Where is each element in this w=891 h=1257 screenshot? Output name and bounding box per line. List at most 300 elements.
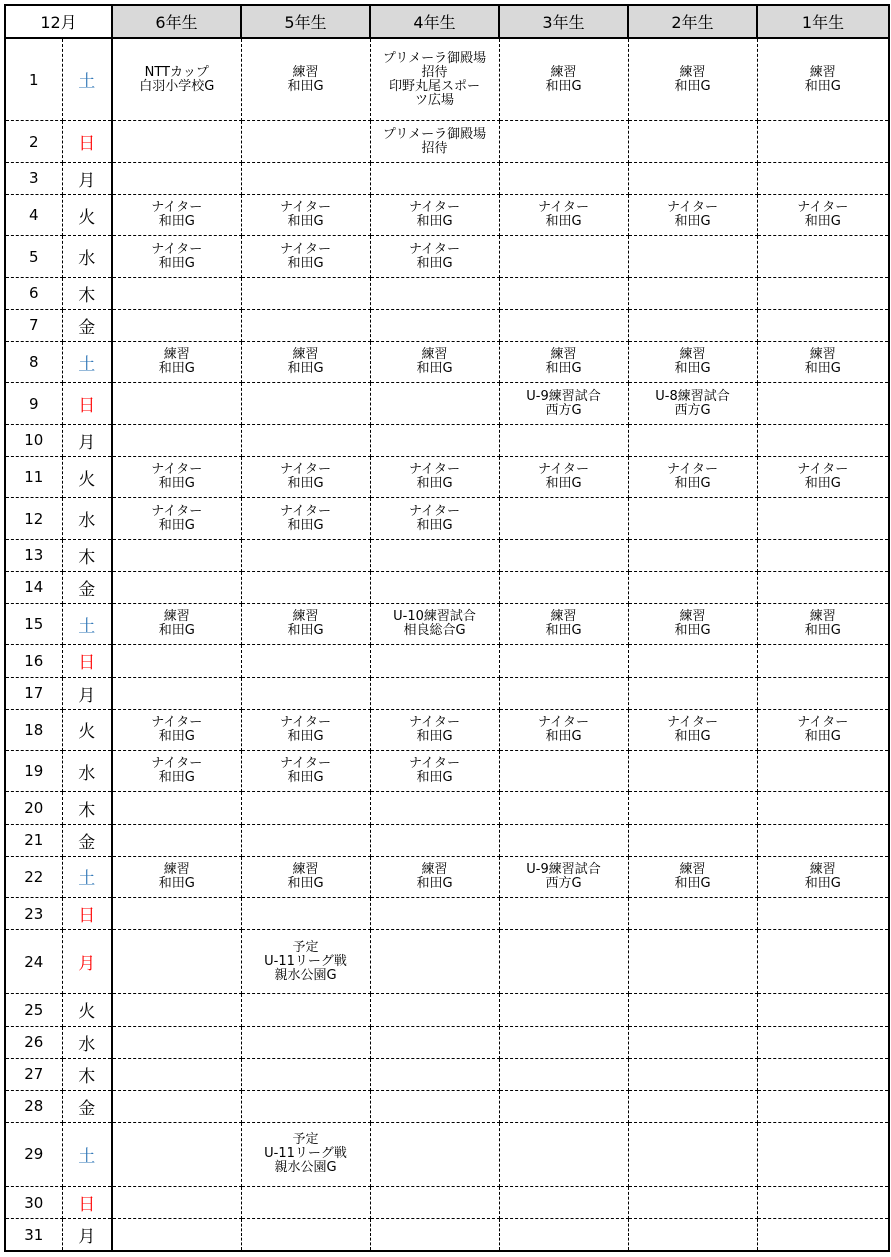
schedule-entry: 練習 和田G bbox=[287, 861, 324, 891]
day-row bbox=[5, 645, 889, 677]
schedule-entry: 練習 和田G bbox=[287, 347, 324, 377]
day-row bbox=[5, 236, 889, 277]
day-number: 13 bbox=[5, 539, 62, 571]
schedule-cell bbox=[499, 456, 628, 497]
schedule-entry: ナイター 和田G bbox=[279, 503, 332, 533]
schedule-cell bbox=[241, 751, 370, 792]
schedule-cell bbox=[112, 1187, 241, 1219]
schedule-cell bbox=[112, 236, 241, 277]
weekday: 日 bbox=[62, 898, 112, 930]
schedule-cell bbox=[112, 898, 241, 930]
schedule-cell bbox=[370, 898, 499, 930]
weekday: 火 bbox=[62, 194, 112, 235]
schedule-cell bbox=[112, 1026, 241, 1058]
table-body bbox=[5, 38, 889, 1251]
day-row bbox=[5, 1122, 889, 1186]
day-number: 10 bbox=[5, 424, 62, 456]
day-row bbox=[5, 1090, 889, 1122]
schedule-entry: 練習 和田G bbox=[804, 64, 841, 94]
schedule-cell bbox=[499, 709, 628, 750]
schedule-cell bbox=[757, 751, 889, 792]
schedule-entry: 練習 和田G bbox=[158, 347, 195, 377]
weekday: 月 bbox=[62, 677, 112, 709]
schedule-cell bbox=[628, 1122, 757, 1186]
day-number: 28 bbox=[5, 1090, 62, 1122]
schedule-cell bbox=[499, 38, 628, 121]
schedule-cell bbox=[499, 162, 628, 194]
schedule-cell bbox=[241, 1026, 370, 1058]
day-row bbox=[5, 383, 889, 424]
weekday: 金 bbox=[62, 1090, 112, 1122]
schedule-cell bbox=[499, 1090, 628, 1122]
schedule-cell bbox=[370, 677, 499, 709]
weekday: 火 bbox=[62, 709, 112, 750]
schedule-cell bbox=[628, 424, 757, 456]
schedule-cell bbox=[757, 194, 889, 235]
schedule-cell bbox=[112, 751, 241, 792]
schedule-entry: ナイター 和田G bbox=[408, 200, 461, 230]
schedule-entry: プリメーラ御殿場 招待 印野丸尾スポー ツ広場 bbox=[382, 50, 487, 108]
day-row bbox=[5, 277, 889, 309]
schedule-cell bbox=[112, 824, 241, 856]
day-number: 14 bbox=[5, 571, 62, 603]
schedule-cell bbox=[241, 1122, 370, 1186]
schedule-cell bbox=[370, 571, 499, 603]
weekday: 木 bbox=[62, 792, 112, 824]
schedule-cell bbox=[241, 539, 370, 571]
day-number: 18 bbox=[5, 709, 62, 750]
schedule-cell bbox=[112, 645, 241, 677]
schedule-cell bbox=[241, 424, 370, 456]
schedule-cell bbox=[112, 1090, 241, 1122]
schedule-cell bbox=[370, 792, 499, 824]
schedule-cell bbox=[499, 309, 628, 341]
schedule-entry: ナイター 和田G bbox=[279, 756, 332, 786]
day-row bbox=[5, 1058, 889, 1090]
schedule-entry: ナイター 和田G bbox=[537, 462, 590, 492]
day-row bbox=[5, 38, 889, 121]
day-row bbox=[5, 194, 889, 235]
schedule-cell bbox=[628, 677, 757, 709]
schedule-cell bbox=[757, 709, 889, 750]
day-number: 11 bbox=[5, 456, 62, 497]
schedule-entry: ナイター 和田G bbox=[408, 714, 461, 744]
day-number: 21 bbox=[5, 824, 62, 856]
schedule-cell bbox=[628, 792, 757, 824]
schedule-cell bbox=[112, 1122, 241, 1186]
schedule-entry: ナイター 和田G bbox=[666, 714, 719, 744]
day-number: 7 bbox=[5, 309, 62, 341]
day-number: 6 bbox=[5, 277, 62, 309]
schedule-cell bbox=[370, 1026, 499, 1058]
schedule-entry: ナイター 和田G bbox=[151, 756, 203, 786]
schedule-entry: 練習 和田G bbox=[804, 347, 841, 377]
schedule-cell bbox=[628, 709, 757, 750]
day-row bbox=[5, 824, 889, 856]
schedule-cell bbox=[241, 341, 370, 382]
schedule-cell bbox=[370, 456, 499, 497]
day-number: 30 bbox=[5, 1187, 62, 1219]
schedule-cell bbox=[628, 751, 757, 792]
schedule-entry: ナイター 和田G bbox=[151, 200, 203, 230]
schedule-cell bbox=[499, 856, 628, 897]
schedule-cell bbox=[112, 856, 241, 897]
schedule-cell bbox=[241, 603, 370, 644]
schedule-entry: ナイター 和田G bbox=[797, 200, 849, 230]
day-number: 24 bbox=[5, 930, 62, 994]
day-row bbox=[5, 898, 889, 930]
day-row bbox=[5, 539, 889, 571]
weekday: 金 bbox=[62, 309, 112, 341]
schedule-cell bbox=[628, 1026, 757, 1058]
schedule-cell bbox=[370, 194, 499, 235]
schedule-cell bbox=[628, 856, 757, 897]
schedule-cell bbox=[112, 162, 241, 194]
schedule-cell bbox=[757, 824, 889, 856]
schedule-cell bbox=[499, 645, 628, 677]
schedule-cell bbox=[370, 709, 499, 750]
weekday: 月 bbox=[62, 1219, 112, 1251]
weekday: 水 bbox=[62, 236, 112, 277]
schedule-cell bbox=[370, 236, 499, 277]
schedule-cell bbox=[628, 383, 757, 424]
schedule-cell bbox=[628, 571, 757, 603]
schedule-cell bbox=[757, 603, 889, 644]
schedule-cell bbox=[370, 751, 499, 792]
schedule-cell bbox=[628, 930, 757, 994]
schedule-cell bbox=[499, 930, 628, 994]
schedule-cell bbox=[499, 1122, 628, 1186]
day-number: 3 bbox=[5, 162, 62, 194]
schedule-cell bbox=[112, 930, 241, 994]
schedule-cell bbox=[370, 383, 499, 424]
schedule-cell bbox=[241, 1219, 370, 1251]
day-number: 8 bbox=[5, 341, 62, 382]
schedule-cell bbox=[757, 1122, 889, 1186]
schedule-entry: プリメーラ御殿場 招待 bbox=[382, 126, 487, 156]
schedule-cell bbox=[628, 539, 757, 571]
schedule-cell bbox=[370, 424, 499, 456]
schedule-entry: ナイター 和田G bbox=[797, 462, 849, 492]
schedule-table bbox=[4, 4, 890, 1252]
schedule-cell bbox=[241, 930, 370, 994]
schedule-cell bbox=[628, 456, 757, 497]
schedule-cell bbox=[370, 341, 499, 382]
schedule-cell bbox=[241, 571, 370, 603]
schedule-cell bbox=[370, 1058, 499, 1090]
schedule-cell bbox=[241, 1090, 370, 1122]
schedule-cell bbox=[241, 194, 370, 235]
schedule-cell bbox=[499, 194, 628, 235]
schedule-cell bbox=[499, 677, 628, 709]
weekday: 水 bbox=[62, 751, 112, 792]
schedule-cell bbox=[112, 277, 241, 309]
schedule-cell bbox=[628, 236, 757, 277]
schedule-cell bbox=[499, 539, 628, 571]
day-row bbox=[5, 309, 889, 341]
weekday: 月 bbox=[62, 162, 112, 194]
weekday: 水 bbox=[62, 1026, 112, 1058]
day-number: 1 bbox=[5, 38, 62, 121]
schedule-cell bbox=[370, 498, 499, 539]
schedule-cell bbox=[241, 162, 370, 194]
schedule-entry: ナイター 和田G bbox=[408, 503, 461, 533]
schedule-cell bbox=[628, 162, 757, 194]
schedule-entry: 練習 和田G bbox=[674, 64, 711, 94]
month-header: 12月 bbox=[5, 5, 112, 38]
schedule-cell bbox=[370, 162, 499, 194]
day-number: 16 bbox=[5, 645, 62, 677]
day-number: 17 bbox=[5, 677, 62, 709]
schedule-cell bbox=[499, 498, 628, 539]
schedule-entry: U-9練習試合 西方G bbox=[526, 388, 601, 418]
day-row bbox=[5, 571, 889, 603]
schedule-cell bbox=[112, 121, 241, 162]
schedule-entry: 練習 和田G bbox=[545, 347, 582, 377]
schedule-cell bbox=[370, 277, 499, 309]
day-number: 15 bbox=[5, 603, 62, 644]
schedule-entry: 練習 和田G bbox=[674, 861, 711, 891]
schedule-cell bbox=[241, 236, 370, 277]
weekday: 日 bbox=[62, 383, 112, 424]
weekday: 月 bbox=[62, 930, 112, 994]
schedule-cell bbox=[499, 792, 628, 824]
schedule-cell bbox=[370, 309, 499, 341]
schedule-cell bbox=[112, 383, 241, 424]
day-number: 19 bbox=[5, 751, 62, 792]
schedule-cell bbox=[112, 194, 241, 235]
day-row bbox=[5, 1187, 889, 1219]
weekday: 金 bbox=[62, 824, 112, 856]
schedule-cell bbox=[370, 1219, 499, 1251]
schedule-cell bbox=[628, 1090, 757, 1122]
schedule-cell bbox=[628, 994, 757, 1026]
weekday: 土 bbox=[62, 1122, 112, 1186]
schedule-cell bbox=[112, 309, 241, 341]
schedule-cell bbox=[757, 898, 889, 930]
schedule-cell bbox=[241, 309, 370, 341]
day-row bbox=[5, 709, 889, 750]
schedule-cell bbox=[112, 603, 241, 644]
schedule-cell bbox=[499, 1187, 628, 1219]
schedule-cell bbox=[628, 309, 757, 341]
schedule-cell bbox=[112, 341, 241, 382]
day-number: 5 bbox=[5, 236, 62, 277]
day-number: 22 bbox=[5, 856, 62, 897]
schedule-cell bbox=[241, 1058, 370, 1090]
schedule-entry: 練習 和田G bbox=[804, 861, 841, 891]
schedule-cell bbox=[757, 341, 889, 382]
schedule-entry: ナイター 和田G bbox=[408, 241, 461, 271]
schedule-cell bbox=[757, 1058, 889, 1090]
day-number: 23 bbox=[5, 898, 62, 930]
schedule-cell bbox=[241, 383, 370, 424]
schedule-cell bbox=[628, 645, 757, 677]
schedule-cell bbox=[112, 792, 241, 824]
schedule-entry: 予定 U-11リーグ戦 親水公園G bbox=[264, 939, 347, 983]
schedule-cell bbox=[628, 603, 757, 644]
schedule-cell bbox=[757, 1026, 889, 1058]
schedule-entry: U-10練習試合 相良総合G bbox=[393, 609, 476, 639]
weekday: 日 bbox=[62, 645, 112, 677]
schedule-cell bbox=[499, 1026, 628, 1058]
grade-header-4: 4年生 bbox=[370, 5, 499, 38]
schedule-cell bbox=[241, 898, 370, 930]
weekday: 土 bbox=[62, 856, 112, 897]
day-number: 12 bbox=[5, 498, 62, 539]
schedule-entry: ナイター 和田G bbox=[408, 756, 461, 786]
schedule-entry: ナイター 和田G bbox=[279, 714, 332, 744]
day-row bbox=[5, 498, 889, 539]
schedule-cell bbox=[628, 498, 757, 539]
schedule-cell bbox=[757, 277, 889, 309]
schedule-entry: ナイター 和田G bbox=[537, 714, 590, 744]
schedule-entry: ナイター 和田G bbox=[666, 462, 719, 492]
schedule-entry: ナイター 和田G bbox=[408, 462, 461, 492]
day-row bbox=[5, 751, 889, 792]
grade-header-5: 5年生 bbox=[241, 5, 370, 38]
schedule-cell bbox=[757, 424, 889, 456]
grade-header-6: 6年生 bbox=[112, 5, 241, 38]
schedule-cell bbox=[241, 709, 370, 750]
schedule-entry: NTTカップ 白羽小学校G bbox=[139, 64, 215, 94]
weekday: 日 bbox=[62, 121, 112, 162]
schedule-entry: 練習 和田G bbox=[416, 861, 453, 891]
schedule-cell bbox=[241, 498, 370, 539]
schedule-cell bbox=[757, 121, 889, 162]
schedule-cell bbox=[499, 236, 628, 277]
schedule-entry: ナイター 和田G bbox=[151, 241, 203, 271]
schedule-cell bbox=[112, 498, 241, 539]
schedule-entry: 練習 和田G bbox=[545, 609, 582, 639]
schedule-cell bbox=[757, 571, 889, 603]
schedule-cell bbox=[628, 38, 757, 121]
schedule-cell bbox=[370, 1122, 499, 1186]
schedule-cell bbox=[628, 1058, 757, 1090]
schedule-entry: ナイター 和田G bbox=[279, 462, 332, 492]
schedule-cell bbox=[757, 930, 889, 994]
schedule-entry: 練習 和田G bbox=[158, 609, 195, 639]
weekday: 月 bbox=[62, 424, 112, 456]
schedule-cell bbox=[757, 645, 889, 677]
schedule-cell bbox=[499, 994, 628, 1026]
schedule-entry: 予定 U-11リーグ戦 親水公園G bbox=[264, 1132, 347, 1176]
schedule-entry: ナイター 和田G bbox=[151, 714, 203, 744]
schedule-cell bbox=[241, 38, 370, 121]
schedule-cell bbox=[370, 38, 499, 121]
day-number: 27 bbox=[5, 1058, 62, 1090]
day-row bbox=[5, 341, 889, 382]
schedule-cell bbox=[628, 1187, 757, 1219]
schedule-cell bbox=[241, 856, 370, 897]
schedule-entry: U-8練習試合 西方G bbox=[655, 388, 730, 418]
day-number: 29 bbox=[5, 1122, 62, 1186]
schedule-cell bbox=[757, 792, 889, 824]
schedule-cell bbox=[757, 677, 889, 709]
schedule-cell bbox=[112, 456, 241, 497]
weekday: 金 bbox=[62, 571, 112, 603]
day-row bbox=[5, 792, 889, 824]
schedule-cell bbox=[241, 456, 370, 497]
schedule-cell bbox=[628, 194, 757, 235]
schedule-cell bbox=[370, 121, 499, 162]
day-number: 2 bbox=[5, 121, 62, 162]
day-row bbox=[5, 162, 889, 194]
schedule-cell bbox=[370, 603, 499, 644]
schedule-cell bbox=[370, 539, 499, 571]
day-number: 31 bbox=[5, 1219, 62, 1251]
schedule-cell bbox=[757, 1187, 889, 1219]
weekday: 日 bbox=[62, 1187, 112, 1219]
schedule-cell bbox=[370, 824, 499, 856]
day-row bbox=[5, 856, 889, 897]
schedule-cell bbox=[628, 898, 757, 930]
schedule-cell bbox=[112, 571, 241, 603]
schedule-cell bbox=[112, 539, 241, 571]
schedule-cell bbox=[757, 456, 889, 497]
schedule-entry: ナイター 和田G bbox=[279, 241, 332, 271]
schedule-cell bbox=[370, 994, 499, 1026]
schedule-cell bbox=[241, 792, 370, 824]
day-row bbox=[5, 424, 889, 456]
schedule-cell bbox=[112, 994, 241, 1026]
schedule-cell bbox=[370, 645, 499, 677]
schedule-cell bbox=[628, 121, 757, 162]
weekday: 土 bbox=[62, 341, 112, 382]
schedule-cell bbox=[499, 824, 628, 856]
weekday: 木 bbox=[62, 277, 112, 309]
schedule-entry: ナイター 和田G bbox=[151, 503, 203, 533]
schedule-cell bbox=[241, 121, 370, 162]
schedule-cell bbox=[499, 603, 628, 644]
schedule-cell bbox=[499, 121, 628, 162]
schedule-cell bbox=[499, 383, 628, 424]
schedule-cell bbox=[499, 424, 628, 456]
weekday: 土 bbox=[62, 603, 112, 644]
weekday: 土 bbox=[62, 38, 112, 121]
day-number: 20 bbox=[5, 792, 62, 824]
grade-header-1: 1年生 bbox=[757, 5, 889, 38]
schedule-entry: ナイター 和田G bbox=[797, 714, 849, 744]
day-row bbox=[5, 677, 889, 709]
grade-header-2: 2年生 bbox=[628, 5, 757, 38]
schedule-entry: U-9練習試合 西方G bbox=[526, 861, 601, 891]
schedule-entry: 練習 和田G bbox=[287, 64, 324, 94]
day-number: 4 bbox=[5, 194, 62, 235]
day-number: 26 bbox=[5, 1026, 62, 1058]
schedule-cell bbox=[112, 1058, 241, 1090]
schedule-cell bbox=[757, 539, 889, 571]
schedule-cell bbox=[757, 383, 889, 424]
day-row bbox=[5, 1219, 889, 1251]
schedule-cell bbox=[241, 994, 370, 1026]
schedule-cell bbox=[628, 341, 757, 382]
weekday: 火 bbox=[62, 994, 112, 1026]
day-row bbox=[5, 603, 889, 644]
day-row bbox=[5, 1026, 889, 1058]
schedule-cell bbox=[112, 677, 241, 709]
schedule-cell bbox=[757, 38, 889, 121]
schedule-cell bbox=[757, 498, 889, 539]
schedule-entry: 練習 和田G bbox=[674, 347, 711, 377]
schedule-cell bbox=[499, 341, 628, 382]
schedule-cell bbox=[628, 277, 757, 309]
schedule-entry: 練習 和田G bbox=[416, 347, 453, 377]
schedule-entry: ナイター 和田G bbox=[279, 200, 332, 230]
schedule-cell bbox=[370, 930, 499, 994]
schedule-cell bbox=[241, 1187, 370, 1219]
day-number: 9 bbox=[5, 383, 62, 424]
